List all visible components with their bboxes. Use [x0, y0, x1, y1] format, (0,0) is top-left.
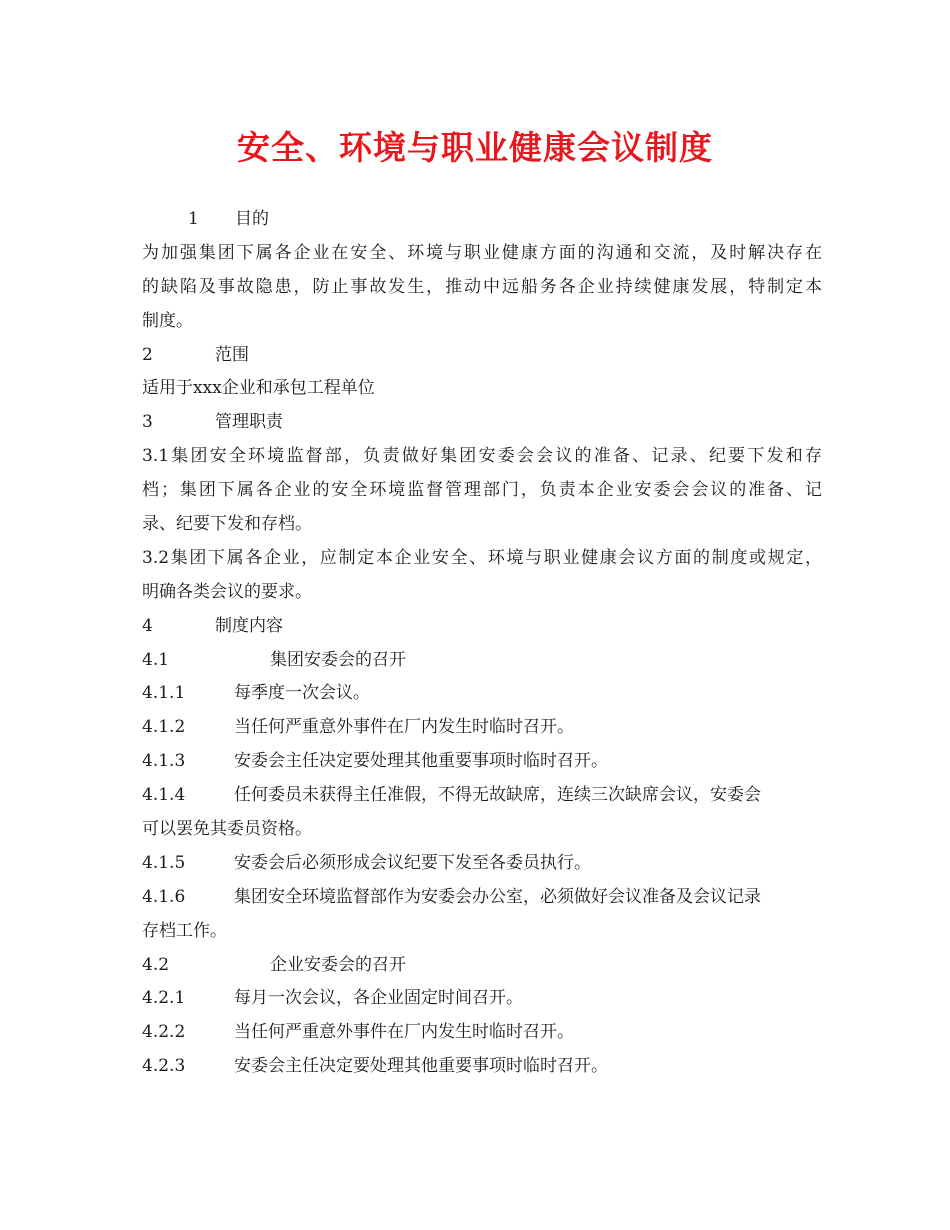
document-body [142, 203, 822, 1084]
item-number: 4.2.1 [142, 988, 186, 1009]
item-text: 任何委员未获得主任准假，不得无故缺席，连续三次缺席会议，安委会 [234, 785, 761, 806]
item-text: 安委会主任决定要处理其他重要事项时临时召开。 [234, 1056, 608, 1077]
paragraph-line: 档；集团下属各企业的安全环境监督管理部门，负责本企业安委会会议的准备、记 [142, 480, 822, 501]
item-text: 集团安全环境监督部作为安委会办公室，必须做好会议准备及会议记录 [234, 886, 761, 907]
subsection-title: 集团安委会的召开 [270, 649, 406, 670]
list-item [142, 745, 822, 779]
section-number: 3 [142, 412, 153, 433]
item-number: 4.1.4 [142, 785, 186, 806]
list-item [142, 677, 822, 711]
list-item [142, 982, 822, 1016]
item-number: 4.1.5 [142, 852, 186, 873]
list-item [142, 1016, 822, 1050]
item-text: 安委会主任决定要处理其他重要事项时临时召开。 [234, 751, 608, 772]
section-title: 管理职责 [215, 412, 283, 433]
section-title: 范围 [215, 344, 249, 365]
item-number: 4.1.6 [142, 886, 186, 907]
item-continuation: 存档工作。 [142, 920, 227, 941]
item-number: 4.1.1 [142, 683, 186, 704]
paragraph-line: 明确各类会议的要求。 [142, 581, 312, 602]
item-number: 4.2.3 [142, 1056, 186, 1077]
section-heading [142, 406, 822, 440]
paragraph-line: 为加强集团下属各企业在安全、环境与职业健康方面的沟通和交流，及时解决存在 [142, 242, 822, 263]
section-title: 制度内容 [215, 615, 283, 636]
document-title: 安全、环境与职业健康会议制度 [237, 128, 713, 167]
section-number: 4 [142, 615, 153, 636]
list-item [142, 847, 822, 881]
item-number: 4.1.3 [142, 751, 186, 772]
paragraph-line: 3.1集团安全环境监督部，负责做好集团安委会会议的准备、记录、纪要下发和存 [142, 446, 822, 467]
subsection-number: 4.2 [142, 954, 170, 975]
item-text: 当任何严重意外事件在厂内发生时临时召开。 [234, 1022, 574, 1043]
paragraph-line: 适用于xxx企业和承包工程单位 [142, 378, 375, 399]
list-item [142, 711, 822, 745]
subsection-title: 企业安委会的召开 [270, 954, 406, 975]
paragraph-line: 3.2集团下属各企业，应制定本企业安全、环境与职业健康会议方面的制度或规定， [142, 547, 822, 568]
section-heading [142, 610, 822, 644]
item-text: 每季度一次会议。 [234, 683, 370, 704]
subsection-number: 4.1 [142, 649, 170, 670]
paragraph-line: 制度。 [142, 310, 193, 331]
section-number: 1 [188, 209, 199, 229]
list-item [142, 1050, 822, 1084]
list-item [142, 779, 822, 813]
item-text: 当任何严重意外事件在厂内发生时临时召开。 [234, 717, 574, 738]
section-heading [142, 203, 822, 237]
paragraph-line: 录、纪要下发和存档。 [142, 514, 312, 535]
section-title: 目的 [235, 209, 269, 229]
item-text: 安委会后必须形成会议纪要下发至各委员执行。 [234, 852, 591, 873]
subsection-heading [142, 644, 822, 678]
item-number: 4.1.2 [142, 717, 186, 738]
subsection-heading [142, 949, 822, 983]
item-text: 每月一次会议，各企业固定时间召开。 [234, 988, 523, 1009]
list-item [142, 881, 822, 915]
item-continuation: 可以罢免其委员资格。 [142, 819, 312, 840]
item-number: 4.2.2 [142, 1022, 186, 1043]
section-heading [142, 339, 822, 373]
paragraph-line: 的缺陷及事故隐患，防止事故发生，推动中远船务各企业持续健康发展，特制定本 [142, 276, 822, 297]
section-number: 2 [142, 344, 153, 365]
